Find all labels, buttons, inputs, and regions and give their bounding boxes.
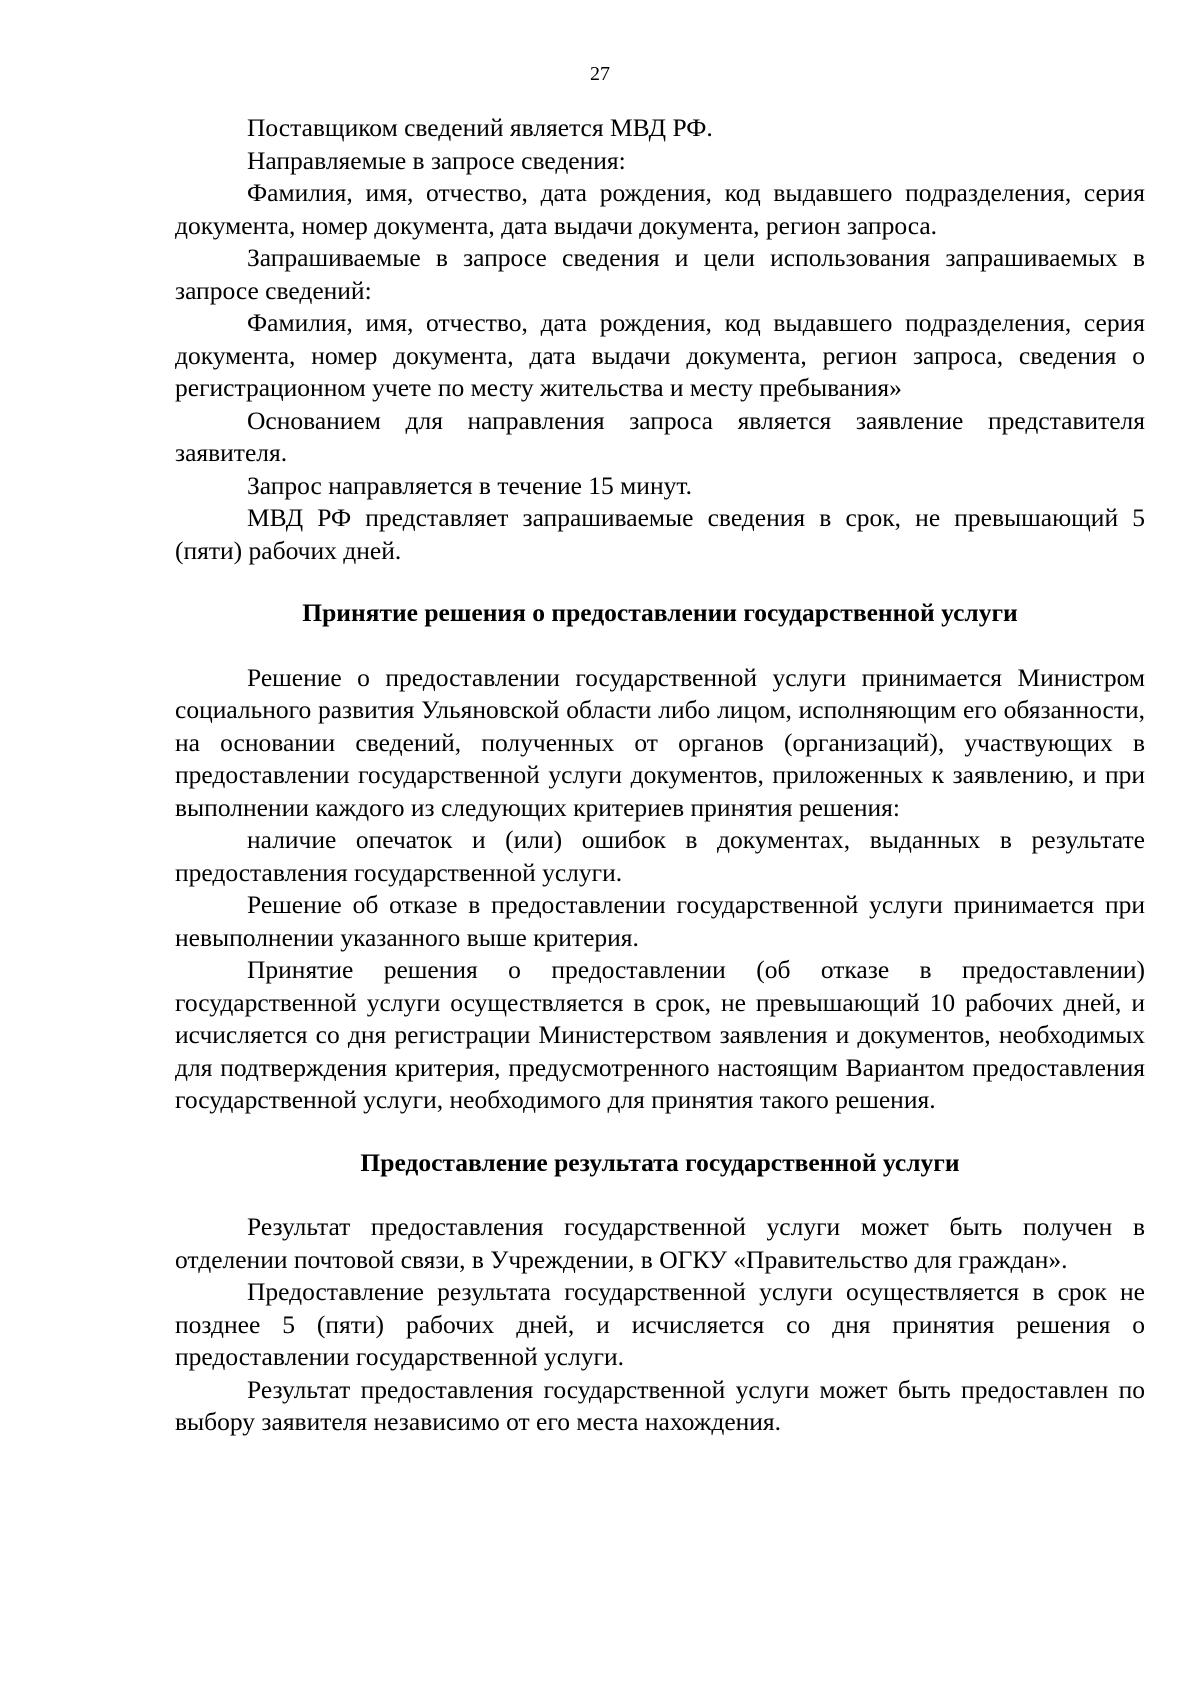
spacer bbox=[175, 1179, 1145, 1211]
spacer bbox=[175, 1117, 1145, 1147]
section-heading-decision: Принятие решения о предоставлении государственной услуги bbox=[302, 598, 1018, 627]
section-heading-result: Предоставление результата государственной услуги bbox=[360, 1147, 960, 1177]
paragraph: Фамилия, имя, отчество, дата рождения, код выдавшего подразделения, серия документа, номер документа, дата выдачи документа, регион запроса. bbox=[175, 178, 1145, 240]
paragraph: наличие опечаток и (или) ошибок в документах, выданных в результате предоставления государственной услуги. bbox=[175, 825, 1145, 887]
paragraph: Поставщиком сведений является МВД РФ. bbox=[247, 113, 713, 142]
paragraph: Основанием для направления запроса является заявление представителя заявителя. bbox=[175, 405, 1145, 467]
result-section bbox=[175, 1211, 1145, 1439]
paragraph: Результат предоставления государственной услуги может быть предоставлен по выбору заявителя независимо от его места нахождения. bbox=[175, 1374, 1145, 1436]
decision-section bbox=[175, 662, 1145, 1117]
paragraph: Принятие решения о предоставлении (об отказе в предоставлении) государственной услуги осуществляется в срок, не превышающий 10 рабочих дней, и исчисляется со дня регистрации Министерством заявления и документов, необходимых для подтверждения критерия, предусмотренного настоящим Вариантом предоставления государственной услуги, необходимого для принятия такого решения. bbox=[175, 955, 1145, 1114]
spacer bbox=[175, 567, 1145, 597]
paragraph: Направляемые в запросе сведения: bbox=[247, 145, 626, 175]
paragraph: Решение об отказе в предоставлении государственной услуги принимается при невыполнении указанного выше критерия. bbox=[175, 890, 1145, 952]
document-body bbox=[175, 112, 1145, 1439]
paragraph: Решение о предоставлении государственной услуги принимается Министром социального развития Ульяновской области либо лицом, исполняющим его обязанности, на основании сведений, полученных от органов (организаций), участвующих в предоставлении государственной услуги документов, приложенных к заявлению, и при выполнении каждого из следующих критериев принятия решения: bbox=[175, 662, 1145, 822]
page-number: 27 bbox=[590, 63, 610, 85]
spacer bbox=[175, 630, 1145, 662]
paragraph: Фамилия, имя, отчество, дата рождения, код выдавшего подразделения, серия документа, номер документа, дата выдачи документа, регион запроса, сведения о регистрационном учете по месту жительства и месту пребывания» bbox=[175, 308, 1145, 402]
paragraph: Запрос направляется в течение 15 минут. bbox=[247, 470, 692, 500]
paragraph: Результат предоставления государственной услуги может быть получен в отделении почтовой связи, в Учреждении, в ОГКУ «Правительство для граждан». bbox=[175, 1212, 1145, 1274]
paragraph: МВД РФ представляет запрашиваемые сведения в срок, не превышающий 5 (пяти) рабочих дней. bbox=[175, 503, 1145, 565]
paragraph: Запрашиваемые в запросе сведения и цели использования запрашиваемых в запросе сведений: bbox=[175, 243, 1145, 305]
paragraph: Предоставление результата государственной услуги осуществляется в срок не позднее 5 (пяти) рабочих дней, и исчисляется со дня принятия решения о предоставлении государственной услуги. bbox=[175, 1277, 1145, 1371]
intro-block bbox=[175, 112, 1145, 567]
